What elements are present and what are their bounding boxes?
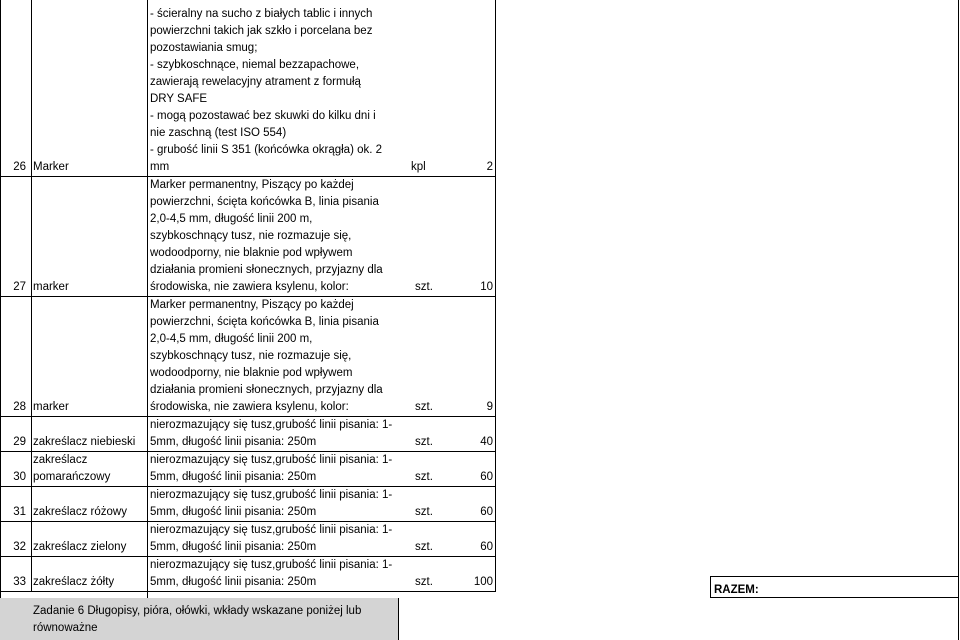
section-title: Zadanie 6 Długopisy, pióra, ołówki, wkłady wskazane poniżej lub — [33, 605, 362, 617]
item-description: - grubość linii S 351 (końcówka okrągła) ok. 2 — [150, 144, 383, 156]
item-description: powierzchni, ścięta końcówka B, linia pisania — [150, 316, 379, 328]
item-description: 2,0-4,5 mm, długość linii 200 m, — [150, 213, 313, 225]
item-description: 5mm, długość linii pisania: 250m — [150, 471, 317, 483]
item-description: szybkoschnący tusz, nie rozmazuje się, — [150, 230, 352, 242]
item-description: powierzchni takich jak szkło i porcelana bez — [150, 25, 373, 37]
row-number: 31 — [13, 506, 26, 518]
item-description: 5mm, długość linii pisania: 250m — [150, 541, 317, 553]
item-description: szybkoschnący tusz, nie rozmazuje się, — [150, 350, 352, 362]
item-description: 5mm, długość linii pisania: 250m — [150, 506, 317, 518]
item-description: środowiska, nie zawiera ksylenu, kolor: — [150, 281, 349, 293]
item-name: zakreślacz niebieski — [33, 436, 136, 448]
quantity: 40 — [480, 436, 493, 448]
item-name: marker — [33, 401, 69, 413]
item-description: - mogą pozostawać bez skuwki do kilku dni i — [150, 110, 376, 122]
quantity: 9 — [486, 401, 493, 413]
quantity: 10 — [480, 281, 493, 293]
item-description: nie zaschną (test ISO 554) — [150, 127, 287, 139]
row-number: 27 — [13, 281, 26, 293]
quantity: 100 — [473, 576, 493, 588]
item-description: nierozmazujący się tusz,grubość linii pisania: 1- — [150, 524, 393, 536]
quantity: 60 — [480, 541, 493, 553]
item-description: DRY SAFE — [150, 93, 208, 105]
item-name: zakreślacz różowy — [33, 506, 127, 518]
item-description: Marker permanentny, Piszący po każdej — [150, 299, 354, 311]
unit: szt. — [415, 506, 433, 518]
item-description: działania promieni słonecznych, przyjazny dla — [150, 264, 383, 276]
row-number: 28 — [13, 401, 26, 413]
item-description: mm — [150, 161, 170, 173]
item-name: Marker — [33, 161, 69, 173]
unit: szt. — [415, 436, 433, 448]
row-number: 29 — [13, 436, 26, 448]
item-description: 5mm, długość linii pisania: 250m — [150, 576, 317, 588]
unit: szt. — [415, 471, 433, 483]
item-description: 2,0-4,5 mm, długość linii 200 m, — [150, 333, 313, 345]
quantity: 2 — [486, 161, 493, 173]
section-title: równoważne — [33, 622, 98, 634]
item-name: zakreślacz zielony — [33, 541, 127, 553]
quantity: 60 — [480, 471, 493, 483]
unit: szt. — [415, 541, 433, 553]
item-name: zakreślacz — [33, 454, 88, 466]
item-description: nierozmazujący się tusz,grubość linii pisania: 1- — [150, 489, 393, 501]
unit: szt. — [415, 401, 433, 413]
item-name: pomarańczowy — [33, 471, 111, 483]
item-description: - szybkoschnące, niemal bezzapachowe, — [150, 59, 360, 71]
item-description: działania promieni słonecznych, przyjazny dla — [150, 384, 383, 396]
item-description: powierzchni, ścięta końcówka B, linia pisania — [150, 196, 379, 208]
row-number: 30 — [13, 471, 26, 483]
unit: szt. — [415, 281, 433, 293]
item-description: Marker permanentny, Piszący po każdej — [150, 179, 354, 191]
item-description: wodoodporny, nie blaknie pod wpływem — [150, 247, 353, 259]
item-description: zawierają rewelacyjny atrament z formułą — [150, 76, 361, 88]
item-description: 5mm, długość linii pisania: 250m — [150, 436, 317, 448]
row-number: 32 — [13, 541, 26, 553]
item-name: zakreślacz żółty — [33, 576, 115, 588]
total-label: RAZEM: — [714, 584, 759, 596]
unit: kpl — [411, 161, 426, 173]
row-number: 26 — [13, 161, 26, 173]
item-description: środowiska, nie zawiera ksylenu, kolor: — [150, 401, 349, 413]
item-description: nierozmazujący się tusz,grubość linii pisania: 1- — [150, 419, 393, 431]
item-description: nierozmazujący się tusz,grubość linii pisania: 1- — [150, 559, 393, 571]
quantity: 60 — [480, 506, 493, 518]
unit: szt. — [415, 576, 433, 588]
item-name: marker — [33, 281, 69, 293]
row-number: 33 — [13, 576, 26, 588]
item-description: pozostawiania smug; — [150, 42, 258, 54]
item-description: wodoodporny, nie blaknie pod wpływem — [150, 367, 353, 379]
item-description: nierozmazujący się tusz,grubość linii pisania: 1- — [150, 454, 393, 466]
item-description: - ścieralny na sucho z białych tablic i innych — [150, 8, 373, 20]
